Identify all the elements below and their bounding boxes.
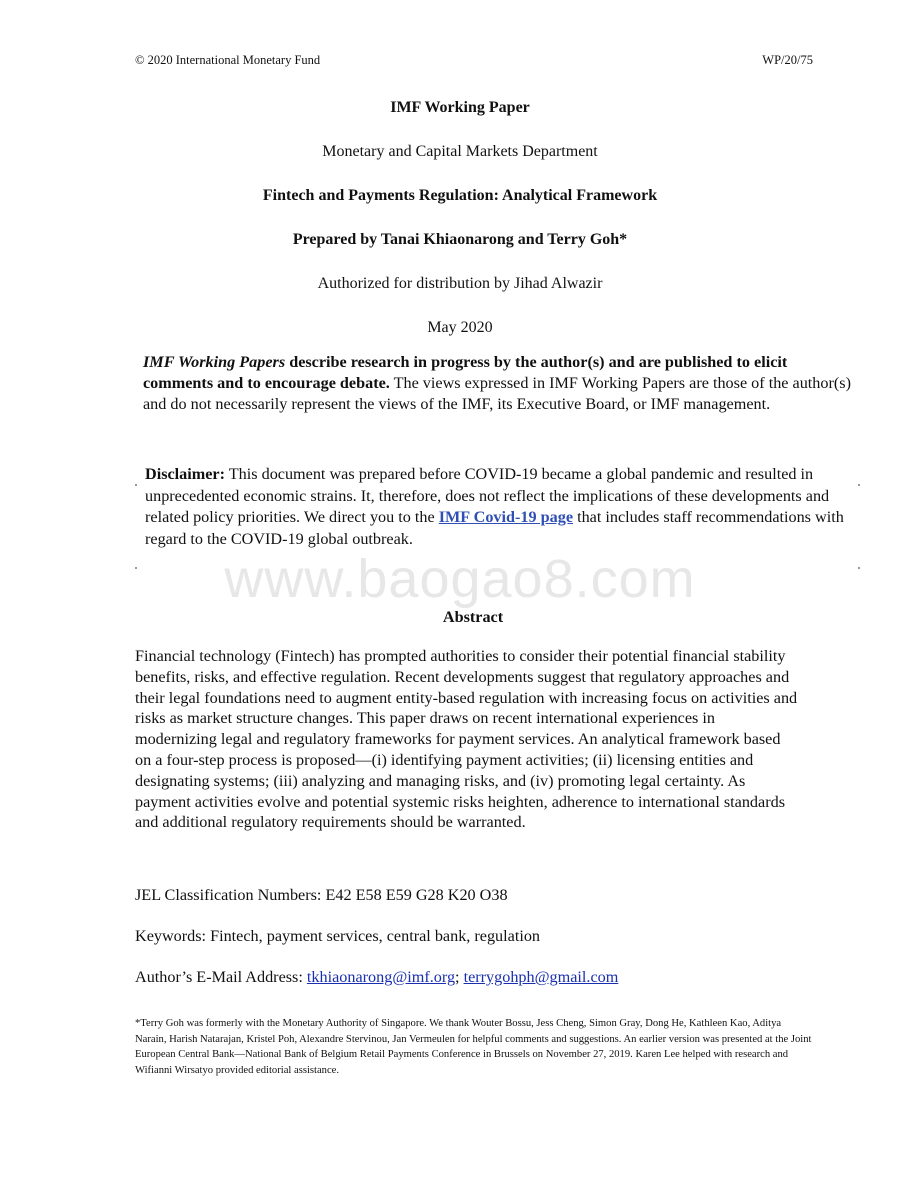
disclaimer-box: [145, 464, 865, 550]
authors: Prepared by Tanai Khiaonarong and Terry Goh*: [292, 231, 628, 248]
email-separator: ;: [455, 968, 464, 986]
email-label: Author’s E-Mail Address:: [135, 968, 307, 986]
abstract-body: Financial technology (Fintech) has prompted authorities to consider their potential financial stability benefits, risks, and effective regulation. Recent developments suggest that regulatory approaches and their legal foundations need to augment entity-based regulation with increasing focus on activities and risks as market structure changes. This paper draws on recent international experiences in modernizing legal and regulatory frameworks for payment services. An analytical framework based on a four-step process is proposed—(i) identifying payment activities; (ii) licensing entities and designating systems; (iii) analyzing and managing risks, and (iv) promoting legal certainty. As payment activities evolve and potential systemic risks heighten, adherence to international standards and additional regulatory requirements should be warranted.: [135, 647, 798, 832]
notice-bold-text: describe research in progress by the author(s) and are published to elicit comments and to encourage debate.: [143, 353, 788, 392]
email-link-goh[interactable]: terrygohph@gmail.com: [463, 968, 619, 986]
watermark: www.baogao8.com: [224, 549, 696, 609]
author-email: [135, 968, 618, 987]
box-corner-dot: [135, 484, 137, 486]
abstract-heading: Abstract: [442, 608, 504, 626]
keywords: Keywords: Fintech, payment services, central bank, regulation: [135, 927, 541, 945]
series-title: IMF Working Paper: [390, 99, 530, 116]
email-link-khiaonarong[interactable]: tkhiaonarong@imf.org: [306, 968, 456, 986]
copyright-notice: © 2020 International Monetary Fund: [135, 53, 321, 67]
disclaimer-label: Disclaimer:: [145, 465, 226, 483]
footnote: *Terry Goh was formerly with the Monetary Authority of Singapore. We thank Wouter Bossu, Jess Cheng, Simon Gray, Dong He, Kathleen Kao, Aditya Narain, Harish Natarajan, Kristel Poh, Alexandre Stervinou, Jan Vermeulen for helpful comments and suggestions. An earlier version was presented at the Joint European Central Bank—National Bank of Belgium Retail Payments Conference in Brussels on November 27, 2019. Karen Lee helped with research and Wifianni Wirsatyo provided editorial assistance.: [135, 1018, 812, 1076]
publication-date: May 2020: [427, 319, 493, 336]
working-paper-notice: [143, 352, 853, 415]
department: Monetary and Capital Markets Department: [322, 143, 598, 160]
notice-series-name: IMF Working Papers: [143, 353, 286, 371]
disclaimer-text: This document was prepared before COVID-19 became a global pandemic and resulted in unprecedented economic strains. It, therefore, does not reflect the implications of these developments and related policy priorities. We direct you to the: [145, 465, 830, 526]
disclaimer-text-end: that includes staff recommendations with regard to the COVID-19 global outbreak.: [145, 508, 844, 548]
notice-plain-text: The views expressed in IMF Working Papers are those of the author(s) and do not necessarily represent the views of the IMF, its Executive Board, or IMF management.: [143, 374, 851, 413]
jel-classification: JEL Classification Numbers: E42 E58 E59 G28 K20 O38: [135, 886, 508, 904]
imf-covid-link[interactable]: IMF Covid-19 page: [438, 508, 574, 526]
paper-title: Fintech and Payments Regulation: Analytical Framework: [262, 187, 658, 204]
authorization: Authorized for distribution by Jihad Alwazir: [317, 275, 603, 292]
paper-number: WP/20/75: [762, 53, 813, 67]
